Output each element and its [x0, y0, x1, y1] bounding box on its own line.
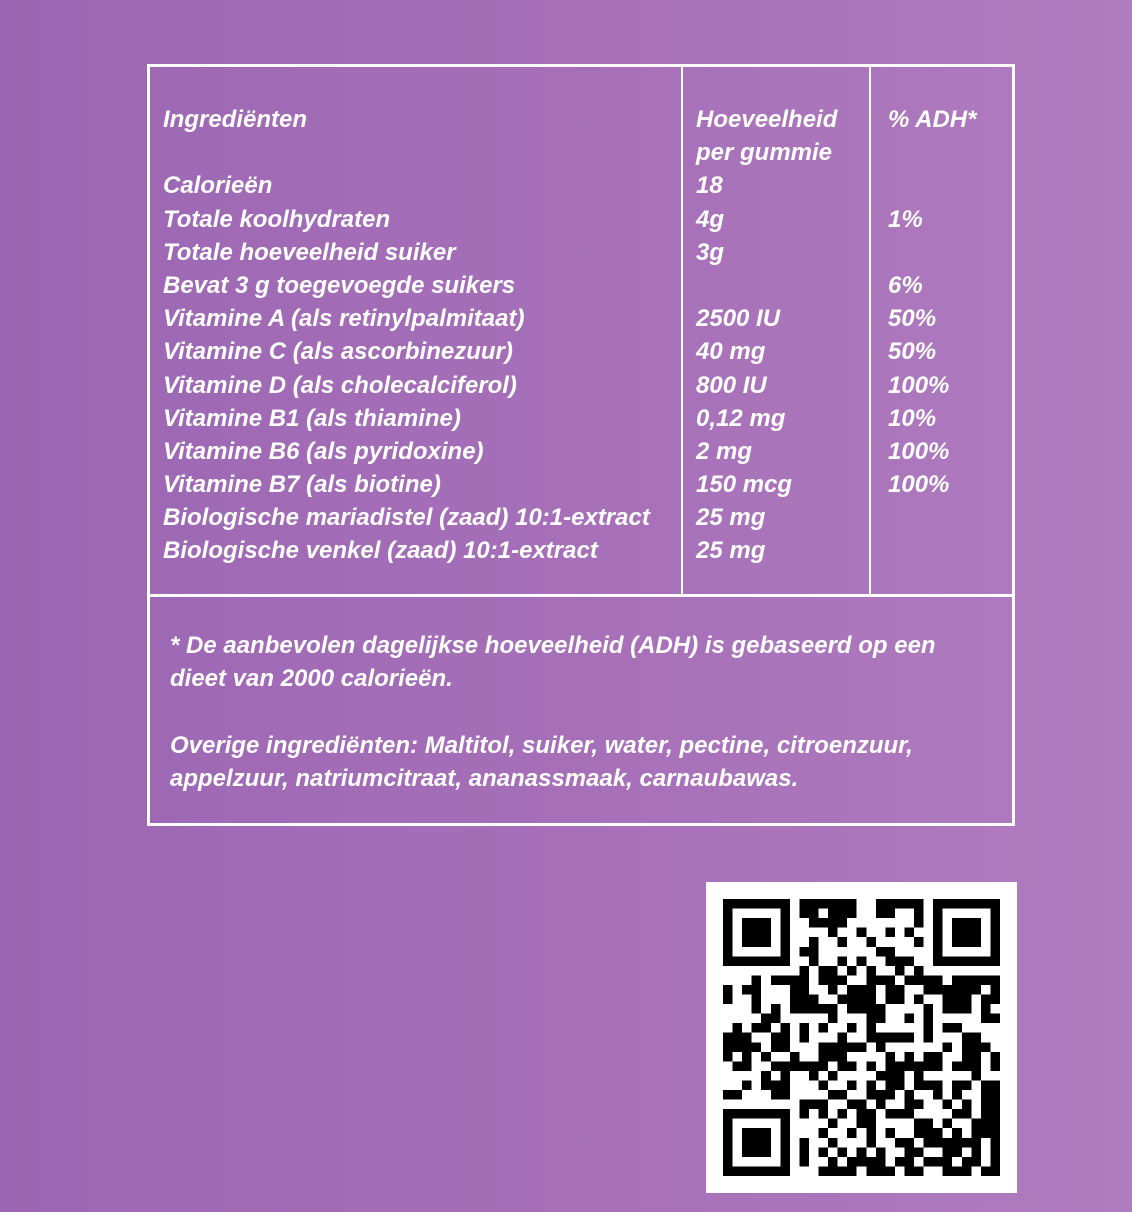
ingredient-cell: Totale koolhydraten	[163, 205, 391, 233]
ingredient-cell: Biologische venkel (zaad) 10:1-extract	[163, 537, 598, 565]
notes-section	[170, 629, 990, 795]
daily-value-cell	[888, 236, 1013, 269]
column-divider	[681, 67, 683, 594]
amount-header: Hoeveelheid per gummie	[696, 106, 838, 167]
ingredient-cell: Vitamine A (als retinylpalmitaat)	[163, 305, 525, 333]
daily-value-cell	[888, 169, 1013, 202]
amount-cell: 2 mg	[696, 437, 753, 465]
daily-value-cell: 6%	[888, 271, 923, 299]
daily-value-column	[888, 103, 1013, 568]
amount-column	[696, 103, 866, 568]
amount-cell: 2500 IU	[696, 305, 781, 333]
daily-value-cell: 10%	[888, 404, 937, 432]
daily-value-cell: 100%	[888, 371, 950, 399]
ingredient-cell: Vitamine C (als ascorbinezuur)	[163, 338, 513, 366]
daily-value-cell: 1%	[888, 205, 923, 233]
daily-value-cell: 50%	[888, 305, 937, 333]
ingredient-cell: Vitamine B6 (als pyridoxine)	[163, 437, 484, 465]
ingredient-cell: Vitamine B1 (als thiamine)	[163, 404, 461, 432]
amount-cell: 3g	[696, 238, 725, 266]
column-divider	[869, 67, 871, 594]
daily-value-cell: 100%	[888, 471, 950, 499]
other-ingredients: Overige ingrediënten: Maltitol, suiker, water, pectine, citroenzuur, appelzuur, natriumcitraat, ananassmaak, carnaubawas.	[170, 731, 913, 792]
qr-code[interactable]	[706, 882, 1017, 1193]
supplement-facts-panel	[147, 64, 1015, 826]
amount-cell: 25 mg	[696, 537, 766, 565]
amount-cell: 150 mcg	[696, 471, 793, 499]
ingredient-column	[163, 103, 678, 568]
amount-cell: 0,12 mg	[696, 404, 786, 432]
amount-cell: 25 mg	[696, 504, 766, 532]
daily-value-cell: 50%	[888, 338, 937, 366]
amount-cell: 18	[696, 172, 723, 200]
ingredient-cell: Vitamine D (als cholecalciferol)	[163, 371, 517, 399]
amount-cell: 800 IU	[696, 371, 767, 399]
ingredient-header: Ingrediënten	[163, 106, 308, 133]
ingredient-cell: Calorieën	[163, 172, 273, 200]
qr-code-icon	[723, 899, 1000, 1176]
ingredient-cell: Bevat 3 g toegevoegde suikers	[163, 271, 516, 299]
daily-value-header: % ADH*	[888, 106, 977, 133]
amount-cell: 4g	[696, 205, 725, 233]
amount-cell	[696, 269, 866, 302]
section-divider	[150, 594, 1012, 597]
amount-cell: 40 mg	[696, 338, 766, 366]
adh-footnote: * De aanbevolen dagelijkse hoeveelheid (ADH) is gebaseerd op een dieet van 2000 calorieën.	[170, 632, 936, 693]
ingredient-cell: Vitamine B7 (als biotine)	[163, 471, 441, 499]
daily-value-cell	[888, 534, 1013, 567]
ingredient-cell: Biologische mariadistel (zaad) 10:1-extract	[163, 504, 650, 532]
ingredient-cell: Totale hoeveelheid suiker	[163, 238, 456, 266]
daily-value-cell	[888, 501, 1013, 534]
daily-value-cell: 100%	[888, 437, 950, 465]
